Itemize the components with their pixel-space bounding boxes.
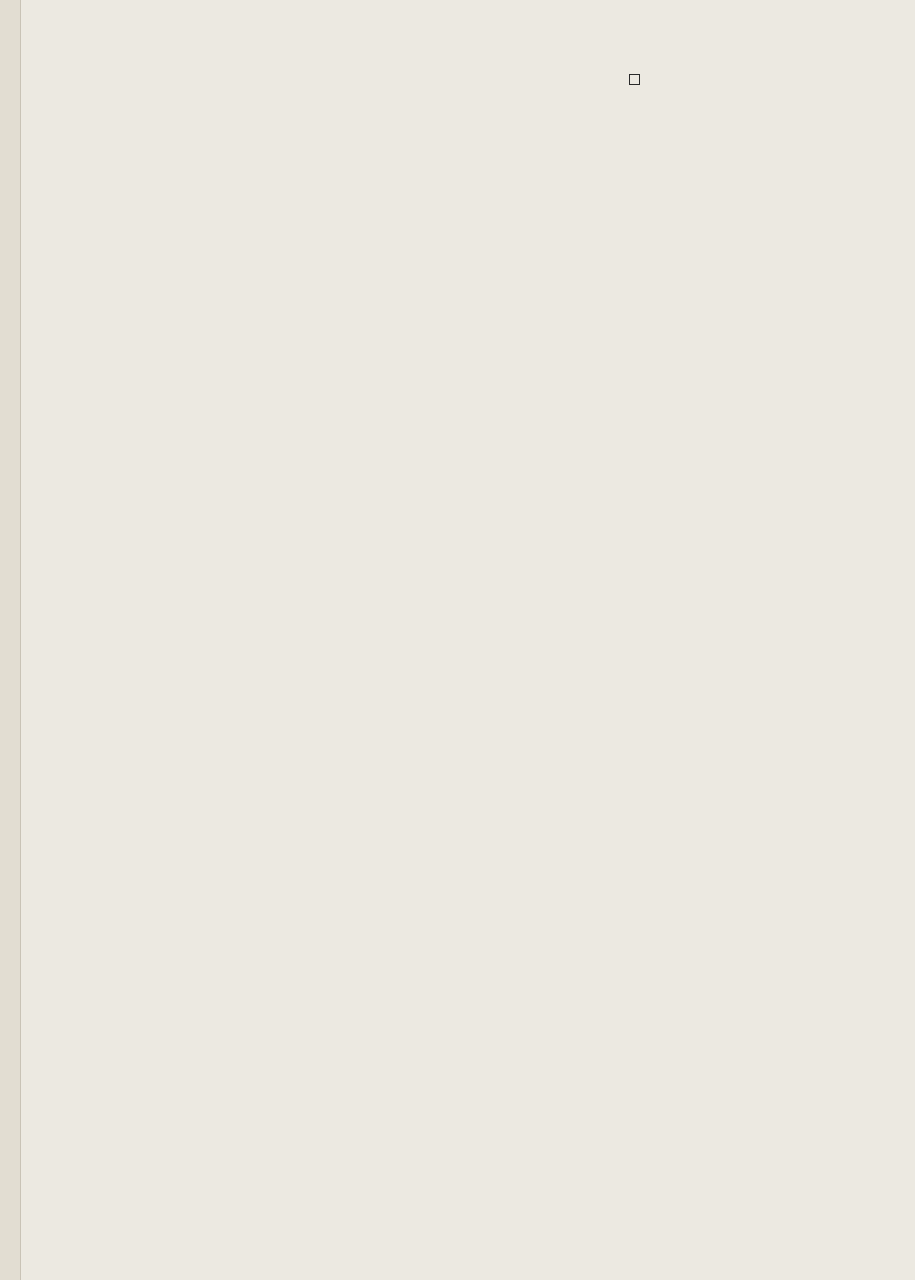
paragraph (621, 74, 896, 90)
bleed-through-header (140, 6, 910, 40)
column-3 (621, 68, 896, 96)
column-1 (32, 68, 308, 82)
adjacent-page-edge (0, 0, 21, 1280)
column-2 (329, 68, 607, 82)
end-of-article-square-icon (629, 74, 640, 85)
